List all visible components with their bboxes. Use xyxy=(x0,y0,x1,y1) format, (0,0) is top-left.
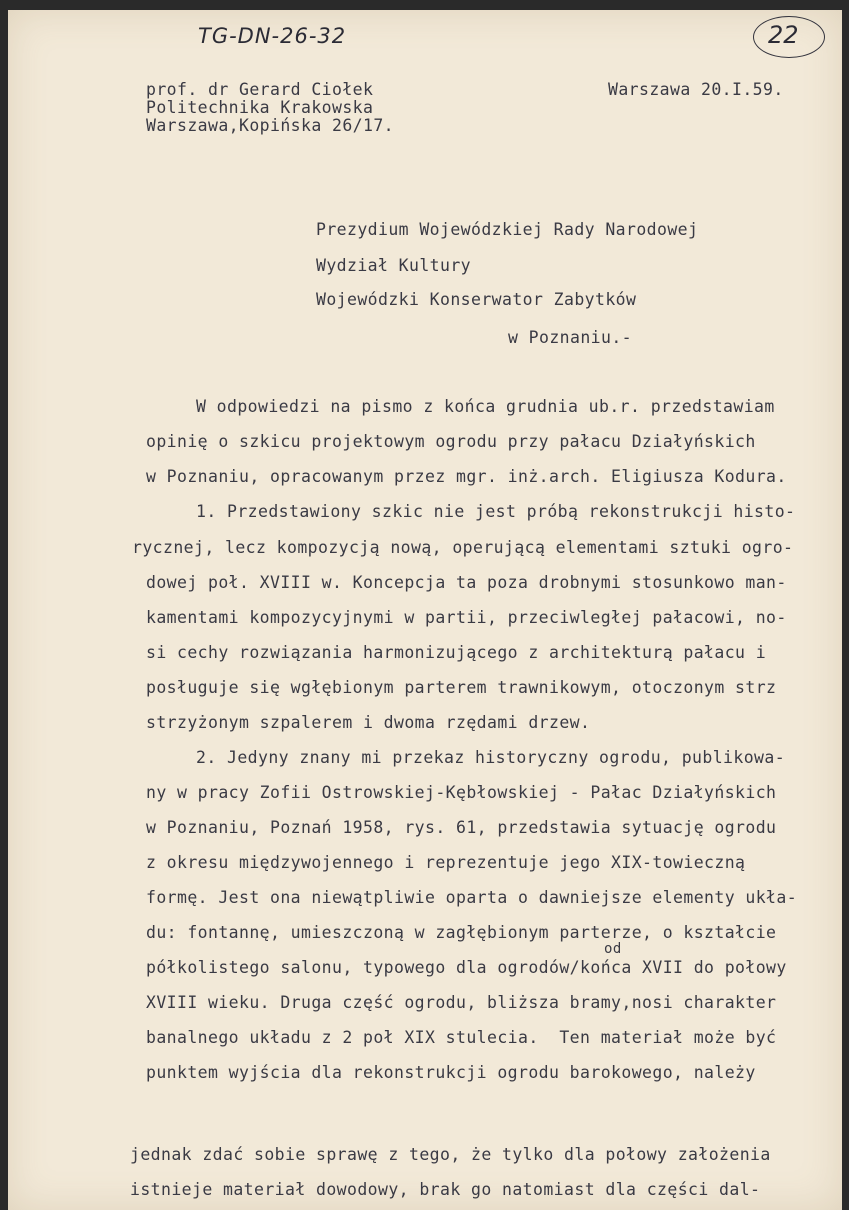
recipient-line: w Poznaniu.- xyxy=(508,328,633,347)
body-line: półkolistego salonu, typowego dla ogrodów/końca XVII do połowy xyxy=(146,958,787,977)
body-line: 1. Przedstawiony szkic nie jest próbą rekonstrukcji histo- xyxy=(196,502,796,521)
sender-address: Warszawa,Kopińska 26/17. xyxy=(146,116,395,135)
body-line: istnieje materiał dowodowy, brak go natomiast dla części dal- xyxy=(130,1180,761,1199)
body-line: banalnego układu z 2 poł XIX stulecia. Ten materiał może być xyxy=(146,1028,777,1047)
page-number-circle xyxy=(753,16,825,58)
interlinear-insert: od xyxy=(604,941,622,957)
archive-signature: TG-DN-26-32 xyxy=(198,24,347,48)
body-line: strzyżonym szpalerem i dwoma rzędami drzew. xyxy=(146,713,591,732)
body-line: si cechy rozwiązania harmonizującego z architekturą pałacu i xyxy=(146,643,767,662)
body-line: punktem wyjścia dla rekonstrukcji ogrodu barokowego, należy xyxy=(146,1063,756,1082)
body-line: W odpowiedzi na pismo z końca grudnia ub.r. przedstawiam xyxy=(196,397,775,416)
sender-institution: Politechnika Krakowska xyxy=(146,98,374,117)
body-line: XVIII wieku. Druga część ogrodu, bliższa bramy,nosi charakter xyxy=(146,993,777,1012)
sender-name: prof. dr Gerard Ciołek xyxy=(146,80,374,99)
body-line: formę. Jest ona niewątpliwie oparta o dawniejsze elementy ukła- xyxy=(146,888,798,907)
body-line: kamentami kompozycyjnymi w partii, przeciwległej pałacowi, no- xyxy=(146,608,787,627)
body-line: w Poznaniu, Poznań 1958, rys. 61, przedstawia sytuację ogrodu xyxy=(146,818,777,837)
body-line: dowej poł. XVIII w. Koncepcja ta poza drobnymi stosunkowo man- xyxy=(146,573,787,592)
body-line: jednak zdać sobie sprawę z tego, że tylko dla połowy założenia xyxy=(130,1145,771,1164)
body-line: du: fontannę, umieszczoną w zagłębionym parterze, o kształcie xyxy=(146,923,777,942)
body-line: posługuje się wgłębionym parterem trawnikowym, otoczonym strz xyxy=(146,678,777,697)
body-line: opinię o szkicu projektowym ogrodu przy pałacu Działyńskich xyxy=(146,432,756,451)
place-date: Warszawa 20.I.59. xyxy=(608,80,784,99)
recipient-line: Prezydium Wojewódzkiej Rady Narodowej xyxy=(316,220,699,239)
body-line: w Poznaniu, opracowanym przez mgr. inż.arch. Eligiusza Kodura. xyxy=(146,467,787,486)
body-line: z okresu międzywojennego i reprezentuje jego XIX-towieczną xyxy=(146,853,746,872)
letter-page xyxy=(8,10,842,1210)
recipient-line: Wojewódzki Konserwator Zabytków xyxy=(316,290,637,309)
recipient-line: Wydział Kultury xyxy=(316,256,472,275)
body-line: ny w pracy Zofii Ostrowskiej-Kębłowskiej - Pałac Działyńskich xyxy=(146,783,777,802)
body-line: 2. Jedyny znany mi przekaz historyczny ogrodu, publikowa- xyxy=(196,748,786,767)
page-number: 22 xyxy=(768,21,799,49)
body-line: rycznej, lecz kompozycją nową, operującą elementami sztuki ogro- xyxy=(132,538,794,557)
